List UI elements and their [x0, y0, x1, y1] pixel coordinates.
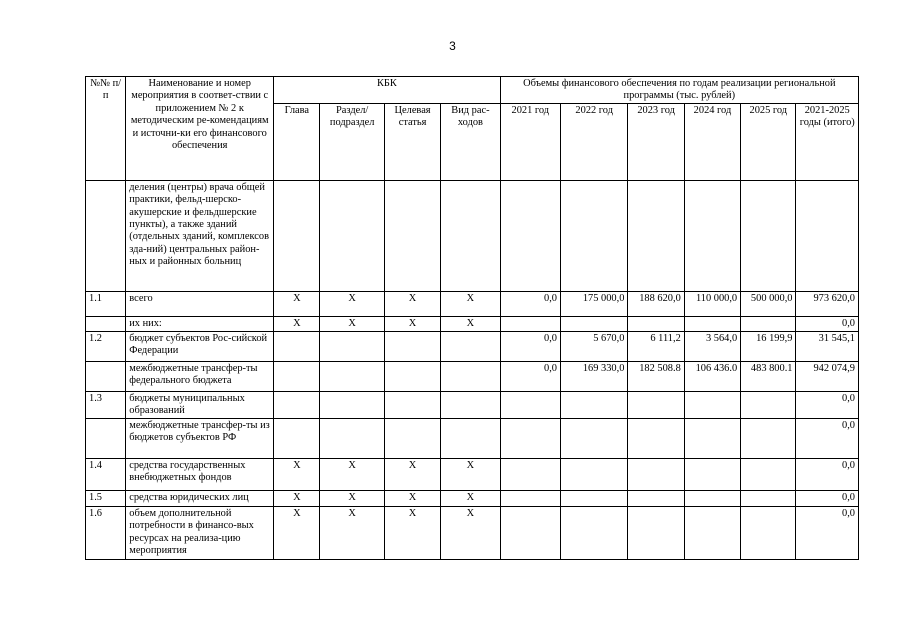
value-cell	[500, 506, 560, 559]
value-cell	[741, 391, 796, 418]
value-cell	[684, 316, 740, 331]
value-cell	[561, 490, 628, 506]
header-year-2023: 2023 год	[628, 103, 684, 180]
kbk-cell	[441, 180, 500, 291]
kbk-cell	[320, 391, 384, 418]
table-row	[86, 331, 859, 361]
value-cell	[628, 490, 684, 506]
table-row	[86, 418, 859, 458]
page-number: 3	[449, 39, 456, 53]
kbk-cell: Х	[274, 316, 320, 331]
value-cell	[684, 180, 740, 291]
value-cell	[796, 180, 859, 291]
kbk-cell	[384, 180, 440, 291]
row-number	[86, 180, 126, 291]
value-cell: 106 436.0	[684, 361, 740, 391]
kbk-cell: Х	[384, 490, 440, 506]
value-cell	[500, 391, 560, 418]
header-num: №№ п/п	[86, 77, 126, 181]
value-cell	[684, 391, 740, 418]
header-total: 2021-2025 годы (итого)	[796, 103, 859, 180]
value-cell: 500 000,0	[741, 291, 796, 316]
kbk-cell	[384, 361, 440, 391]
value-cell	[741, 506, 796, 559]
value-cell	[741, 458, 796, 490]
value-cell: 0,0	[796, 458, 859, 490]
value-cell	[561, 180, 628, 291]
table-row	[86, 361, 859, 391]
value-cell: 0,0	[500, 291, 560, 316]
value-cell	[500, 418, 560, 458]
value-cell: 0,0	[500, 331, 560, 361]
kbk-cell: Х	[320, 490, 384, 506]
row-name: деления (центры) врача общей практики, фельд-шерско-акушерские и фельдшерские пункты), а также зданий (отдельных зданий, комплексов зда-ний) центральных район-ных и районных больниц	[126, 180, 274, 291]
row-name: средства государственных внебюджетных фондов	[126, 458, 274, 490]
funding-table	[85, 76, 859, 560]
row-name: бюджет субъектов Рос-сийской Федерации	[126, 331, 274, 361]
kbk-cell: Х	[441, 291, 500, 316]
header-volumes: Объемы финансового обеспечения по годам реализации региональной программы (тыс. рублей)	[500, 77, 858, 104]
row-name: средства юридических лиц	[126, 490, 274, 506]
table-row	[86, 490, 859, 506]
kbk-cell	[320, 180, 384, 291]
header-kbk-section: Раздел/ подраздел	[320, 103, 384, 180]
value-cell	[684, 418, 740, 458]
kbk-cell: Х	[274, 458, 320, 490]
value-cell: 0,0	[796, 391, 859, 418]
value-cell	[628, 418, 684, 458]
row-number: 1.2	[86, 331, 126, 361]
kbk-cell	[320, 361, 384, 391]
value-cell	[628, 391, 684, 418]
value-cell	[561, 418, 628, 458]
header-year-2024: 2024 год	[684, 103, 740, 180]
header-year-2021: 2021 год	[500, 103, 560, 180]
value-cell	[561, 458, 628, 490]
kbk-cell: Х	[441, 458, 500, 490]
value-cell	[628, 506, 684, 559]
kbk-cell	[274, 331, 320, 361]
value-cell: 3 564,0	[684, 331, 740, 361]
row-name: их них:	[126, 316, 274, 331]
row-number: 1.4	[86, 458, 126, 490]
value-cell: 31 545,1	[796, 331, 859, 361]
value-cell	[500, 316, 560, 331]
kbk-cell: Х	[320, 316, 384, 331]
header-kbk-chapter: Глава	[274, 103, 320, 180]
kbk-cell	[441, 391, 500, 418]
value-cell: 182 508.8	[628, 361, 684, 391]
row-number: 1.3	[86, 391, 126, 418]
value-cell: 0,0	[796, 418, 859, 458]
kbk-cell	[320, 331, 384, 361]
row-number	[86, 361, 126, 391]
table-row	[86, 506, 859, 559]
value-cell	[684, 490, 740, 506]
kbk-cell	[441, 418, 500, 458]
kbk-cell: Х	[441, 316, 500, 331]
kbk-cell	[274, 180, 320, 291]
value-cell	[741, 316, 796, 331]
value-cell: 483 800.1	[741, 361, 796, 391]
value-cell: 110 000,0	[684, 291, 740, 316]
value-cell: 188 620,0	[628, 291, 684, 316]
value-cell	[684, 458, 740, 490]
value-cell: 0,0	[500, 361, 560, 391]
table-row	[86, 458, 859, 490]
value-cell	[561, 316, 628, 331]
value-cell	[561, 506, 628, 559]
kbk-cell	[384, 418, 440, 458]
value-cell: 0,0	[796, 506, 859, 559]
value-cell	[500, 458, 560, 490]
row-name: объем дополнительной потребности в финансо-вых ресурсах на реализа-цию мероприятия	[126, 506, 274, 559]
table-row	[86, 316, 859, 331]
value-cell	[628, 316, 684, 331]
kbk-cell	[441, 361, 500, 391]
value-cell	[628, 458, 684, 490]
table-row	[86, 180, 859, 291]
row-number	[86, 418, 126, 458]
value-cell	[741, 180, 796, 291]
table-row	[86, 391, 859, 418]
header-year-2025: 2025 год	[741, 103, 796, 180]
kbk-cell: Х	[384, 291, 440, 316]
header-kbk: КБК	[274, 77, 500, 104]
value-cell: 0,0	[796, 316, 859, 331]
kbk-cell: Х	[274, 506, 320, 559]
row-name: бюджеты муниципальных образований	[126, 391, 274, 418]
kbk-cell: Х	[441, 506, 500, 559]
value-cell	[500, 490, 560, 506]
value-cell: 175 000,0	[561, 291, 628, 316]
kbk-cell: Х	[274, 490, 320, 506]
value-cell	[561, 391, 628, 418]
header-kbk-expense: Вид рас-ходов	[441, 103, 500, 180]
row-name: межбюджетные трансфер-ты из бюджетов субъектов РФ	[126, 418, 274, 458]
kbk-cell	[384, 331, 440, 361]
kbk-cell: Х	[320, 506, 384, 559]
kbk-cell	[274, 361, 320, 391]
row-number: 1.1	[86, 291, 126, 316]
kbk-cell: Х	[384, 458, 440, 490]
row-number	[86, 316, 126, 331]
row-name: межбюджетные трансфер-ты федерального бюджета	[126, 361, 274, 391]
value-cell: 16 199,9	[741, 331, 796, 361]
value-cell	[628, 180, 684, 291]
value-cell: 5 670,0	[561, 331, 628, 361]
value-cell	[500, 180, 560, 291]
header-kbk-target: Целевая статья	[384, 103, 440, 180]
row-number: 1.6	[86, 506, 126, 559]
row-number: 1.5	[86, 490, 126, 506]
kbk-cell	[441, 331, 500, 361]
value-cell	[741, 490, 796, 506]
kbk-cell: Х	[274, 291, 320, 316]
header-year-2022: 2022 год	[561, 103, 628, 180]
value-cell: 169 330,0	[561, 361, 628, 391]
kbk-cell: Х	[441, 490, 500, 506]
header-name: Наименование и номер мероприятия в соответ-ствии с приложением № 2 к методическим ре-комендациям и источни-ки его финансового обеспечения	[126, 77, 274, 181]
kbk-cell	[320, 418, 384, 458]
value-cell: 6 111,2	[628, 331, 684, 361]
value-cell	[684, 506, 740, 559]
kbk-cell: Х	[320, 291, 384, 316]
kbk-cell	[384, 391, 440, 418]
kbk-cell: Х	[384, 506, 440, 559]
row-name: всего	[126, 291, 274, 316]
kbk-cell: Х	[384, 316, 440, 331]
value-cell: 942 074,9	[796, 361, 859, 391]
value-cell: 973 620,0	[796, 291, 859, 316]
kbk-cell	[274, 391, 320, 418]
kbk-cell: Х	[320, 458, 384, 490]
value-cell: 0,0	[796, 490, 859, 506]
kbk-cell	[274, 418, 320, 458]
value-cell	[741, 418, 796, 458]
table-row	[86, 291, 859, 316]
